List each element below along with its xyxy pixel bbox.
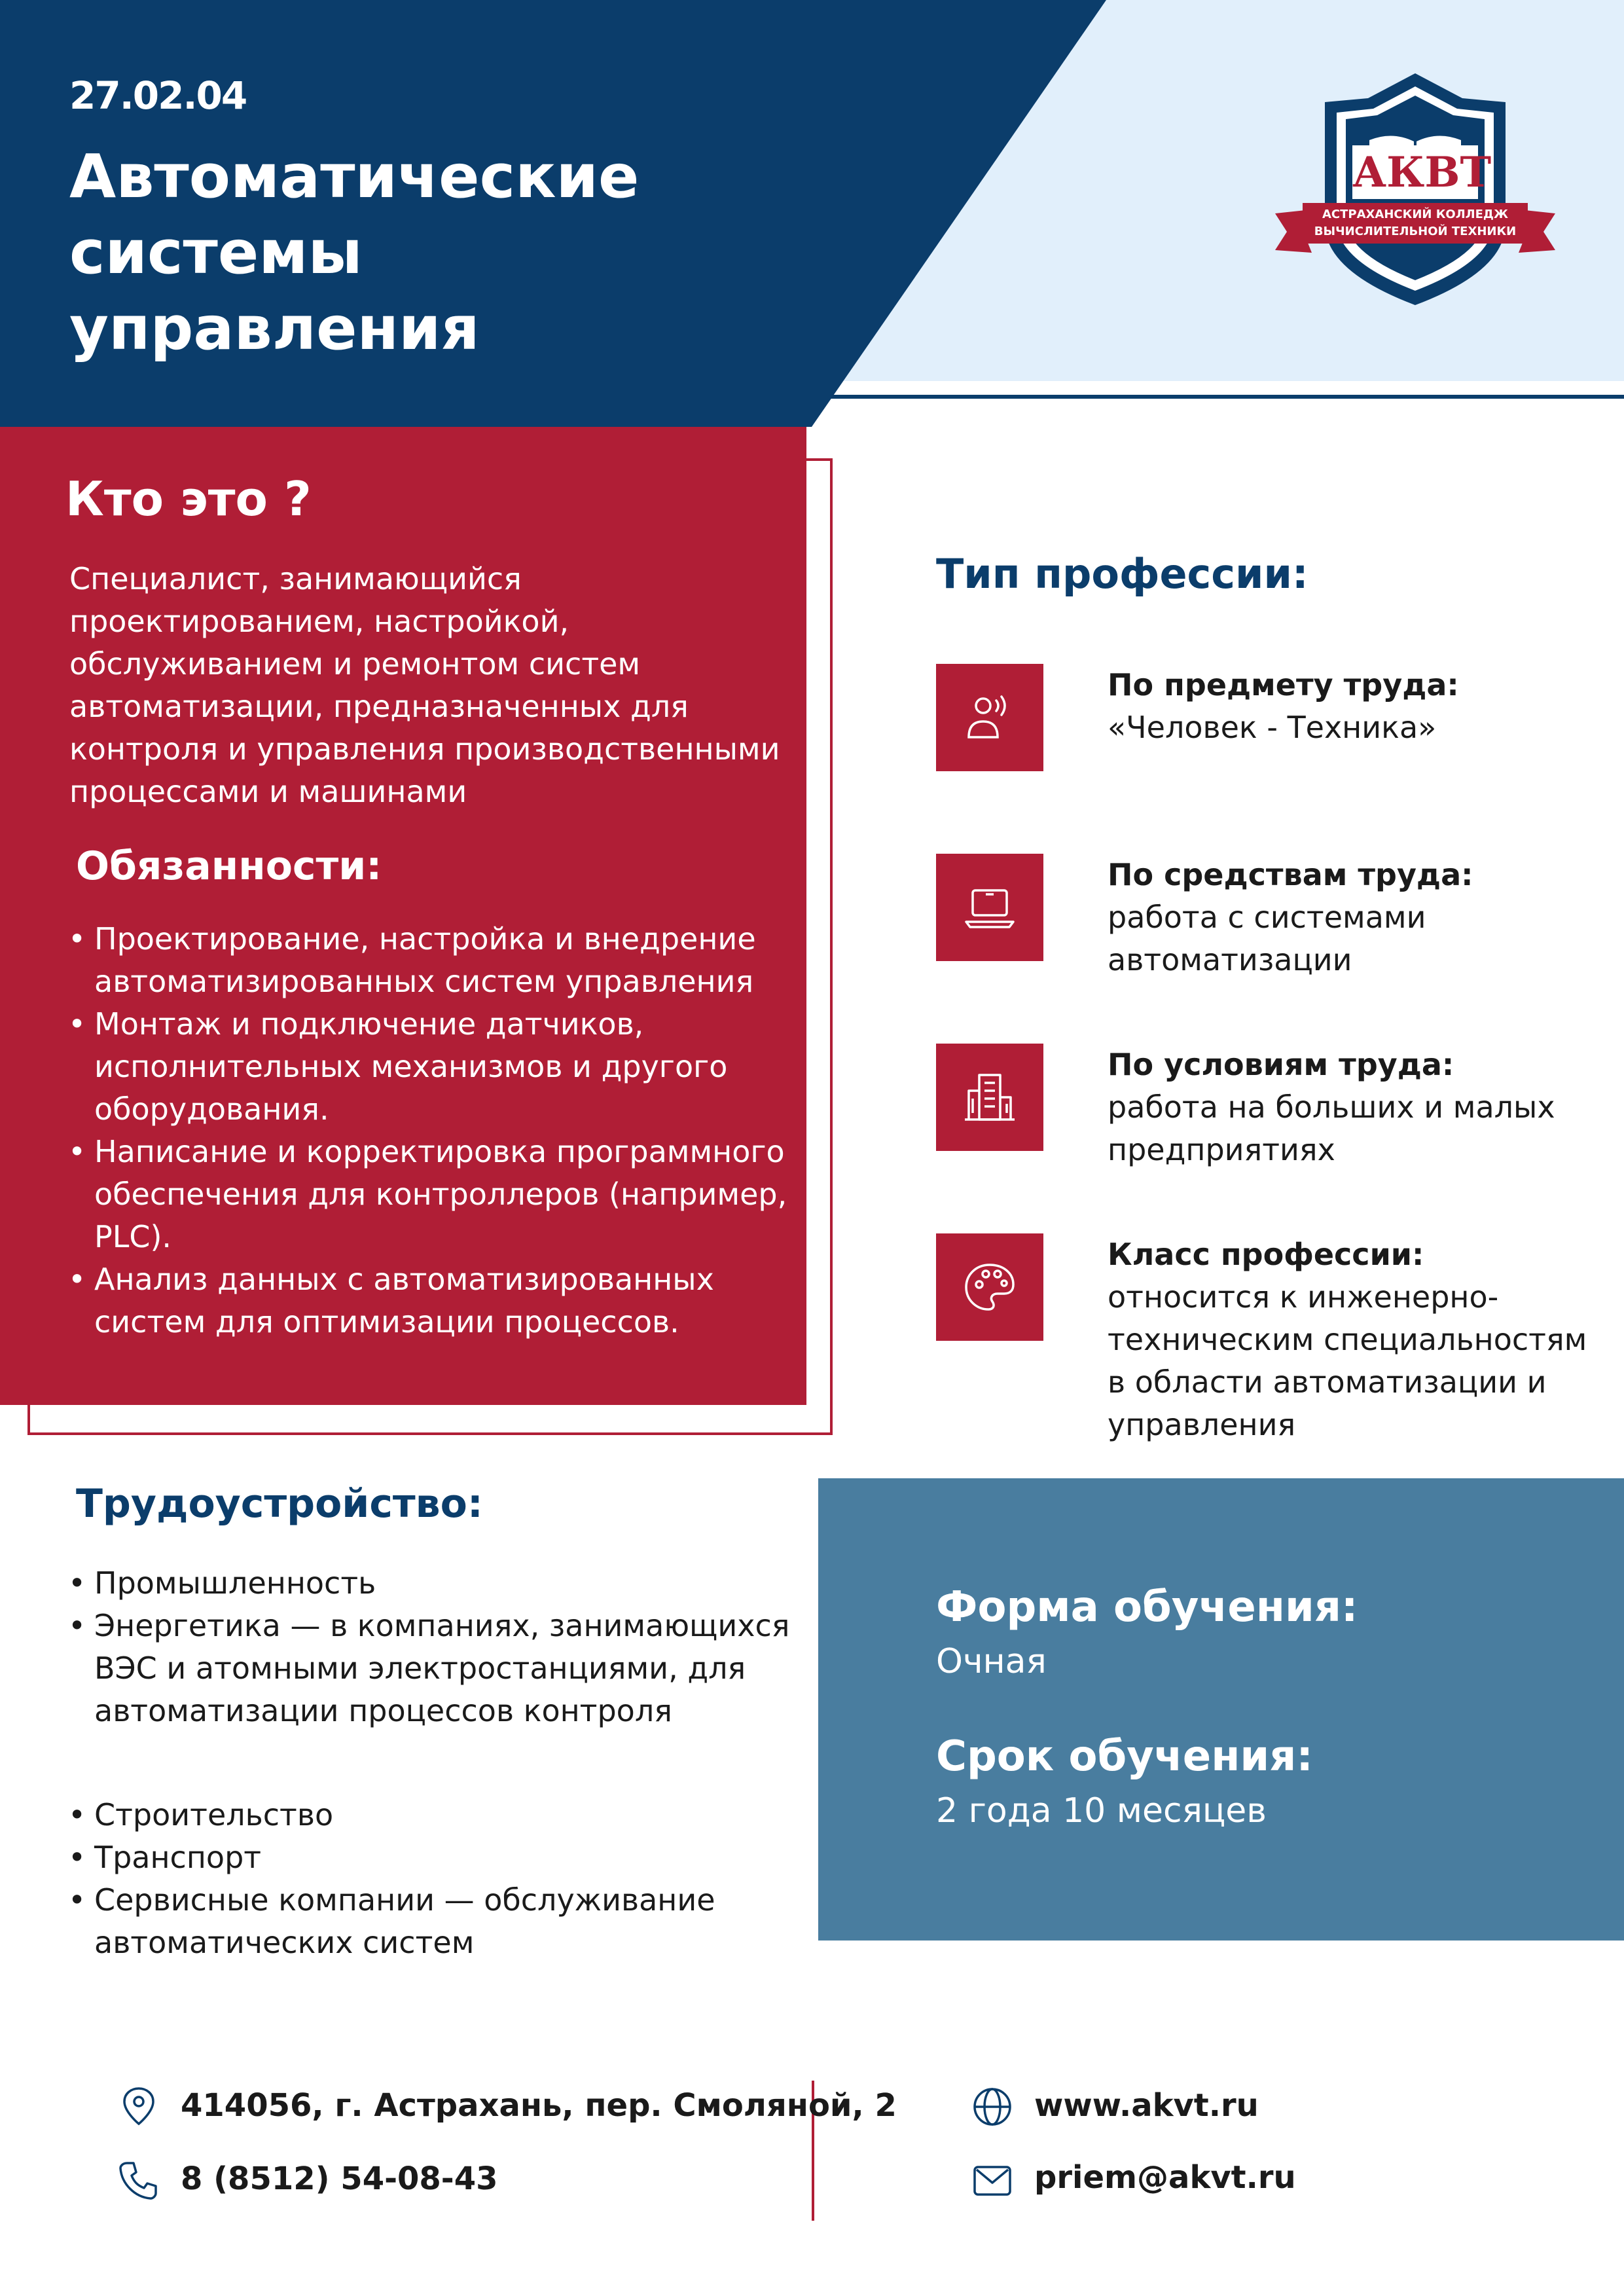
duties-list xyxy=(68,918,795,1343)
list-item: • Анализ данных с автоматизированных систем для оптимизации процессов. xyxy=(68,1258,795,1343)
list-item: • Сервисные компании — обслуживание автоматических систем xyxy=(68,1879,808,1964)
employment-heading: Трудоустройство: xyxy=(76,1481,483,1527)
study-form-label: Форма обучения: xyxy=(936,1583,1358,1631)
study-term-value: 2 года 10 месяцев xyxy=(936,1791,1267,1831)
list-item: • Строительство xyxy=(68,1794,808,1836)
footer-email[interactable] xyxy=(971,2159,1561,2201)
website-link[interactable]: www.akvt.ru xyxy=(1034,2087,1259,2124)
profession-type-heading: Тип профессии: xyxy=(936,550,1308,598)
list-item: • Проектирование, настройка и внедрение автоматизированных систем управления xyxy=(68,918,795,1003)
icon-box xyxy=(936,1233,1043,1341)
profession-type-label: По условиям труда: xyxy=(1108,1047,1454,1082)
laptop-icon xyxy=(964,881,1016,934)
profession-type-value: работа с системами автоматизации xyxy=(1108,900,1426,977)
person-voice-icon xyxy=(964,691,1016,744)
profession-type-label: Класс профессии: xyxy=(1108,1237,1424,1272)
address-text: 414056, г. Астрахань, пер. Смоляной, 2 xyxy=(181,2087,897,2124)
study-info-box xyxy=(818,1478,1624,1941)
study-term-label: Срок обучения: xyxy=(936,1732,1313,1781)
college-logo xyxy=(1271,68,1559,312)
building-icon xyxy=(964,1071,1016,1123)
envelope-icon xyxy=(971,2159,1013,2201)
globe-icon xyxy=(971,2086,1013,2128)
footer-website[interactable] xyxy=(971,2087,1561,2129)
page-title xyxy=(69,139,789,367)
duties-heading: Обязанности: xyxy=(76,843,382,889)
employment-list xyxy=(68,1562,808,1732)
list-item: • Энергетика — в компаниях, занимающихся ВЭС и атомными электростанциями, для автоматизации процессов контроля xyxy=(68,1605,808,1732)
profession-type-label: По предмету труда: xyxy=(1108,667,1459,702)
title-line-1: Автоматические xyxy=(69,141,640,211)
title-line-2: системы xyxy=(69,217,363,287)
location-pin-icon xyxy=(118,2086,160,2128)
footer-address xyxy=(118,2087,897,2129)
phone-icon xyxy=(118,2159,160,2201)
profession-type-label: По средствам труда: xyxy=(1108,857,1473,892)
who-description: Специалист, занимающийся проектированием, настройкой, обслуживанием и ремонтом систем автоматизации, предназначенных для контроля и управления производственными процессами и машинами xyxy=(69,561,780,809)
icon-box xyxy=(936,664,1043,771)
title-line-3: управления xyxy=(69,293,480,363)
icon-box xyxy=(936,854,1043,961)
phone-text[interactable]: 8 (8512) 54-08-43 xyxy=(181,2160,498,2197)
logo-ribbon-line-1: АСТРАХАНСКИЙ КОЛЛЕДЖ xyxy=(1322,208,1508,221)
profession-type-value: работа на больших и малых предприятиях xyxy=(1108,1089,1555,1167)
logo-ribbon-line-2: ВЫЧИСЛИТЕЛЬНОЙ ТЕХНИКИ xyxy=(1314,225,1517,238)
list-item: • Транспорт xyxy=(68,1836,808,1879)
who-heading: Кто это ? xyxy=(65,471,312,526)
icon-box xyxy=(936,1044,1043,1151)
email-link[interactable]: priem@akvt.ru xyxy=(1034,2159,1296,2196)
profession-type-value: относится к инженерно-техническим специальностям в области автоматизации и управления xyxy=(1108,1279,1587,1442)
logo-abbreviation: АКВТ xyxy=(1352,148,1492,197)
list-item: • Промышленность xyxy=(68,1562,808,1605)
footer-phone[interactable] xyxy=(118,2160,799,2202)
list-item: • Написание и корректировка программного обеспечения для контроллеров (например, PLC). xyxy=(68,1131,795,1258)
palette-icon xyxy=(964,1261,1016,1313)
specialty-code: 27.02.04 xyxy=(69,73,247,118)
list-item: • Монтаж и подключение датчиков, исполнительных механизмов и другого оборудования. xyxy=(68,1003,795,1131)
study-form-value: Очная xyxy=(936,1642,1047,1681)
employment-list xyxy=(68,1794,808,1964)
profession-type-value: «Человек - Техника» xyxy=(1108,710,1437,745)
header-divider-line xyxy=(830,395,1624,399)
